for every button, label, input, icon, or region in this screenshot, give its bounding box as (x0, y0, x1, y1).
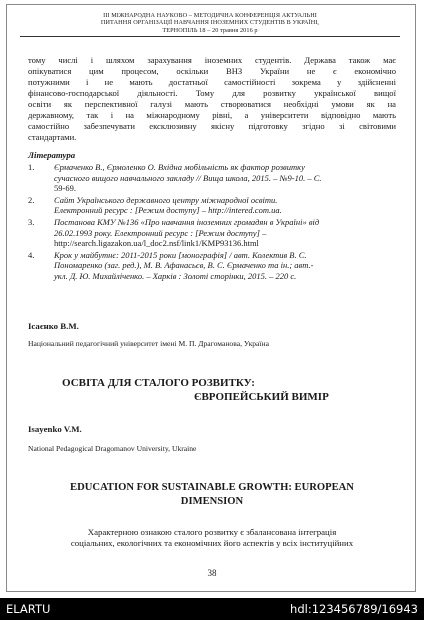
page-number: 38 (207, 568, 217, 578)
author-name-uk: Ісаєнко В.М. (28, 321, 79, 331)
title-uk-line-1: ОСВІТА ДЛЯ СТАЛОГО РОЗВИТКУ: (62, 377, 255, 389)
reference-line: Електронний ресурс : [Режим доступу] – http://intered.com.ua. (54, 205, 282, 216)
conference-header (20, 12, 400, 34)
reference-line: сучасного вищого навчального закладу // Вища школа, 2015. – №9-10. – С. (54, 172, 322, 183)
reference-number: 4. (28, 249, 35, 260)
title-en-line-1: EDUCATION FOR SUSTAINABLE GROWTH: EUROPEAN (70, 482, 354, 493)
author-name-en: Isayenko V.M. (28, 424, 82, 434)
reference-line: укл. Д. Ю. Михайліченко. – Харків : Золоті сторінки, 2015. – 220 с. (54, 270, 297, 281)
abstract-line-2: соціальних, екологічних та економічних його аспектів у всіх інституційних (70, 538, 354, 548)
affiliation-uk: Національний педагогічний університет імені М. П. Драгоманова, Україна (28, 339, 269, 348)
paragraph-line: фінансово-господарської діяльності. Тому для розвитку української вищої (28, 88, 396, 98)
reference-list (28, 162, 396, 283)
article-title-uk (28, 376, 396, 404)
paragraph-line: стандартами. (28, 132, 77, 142)
body-paragraph (28, 55, 396, 143)
reference-line: Єрмаченко В., Єрмоленко О. Вхідна мобільність як фактор розвитку (54, 162, 305, 172)
reference-item (28, 217, 396, 249)
paragraph-line: державному, так і на міжнародному рівні, а університети відповідно мають (28, 110, 396, 120)
article-title-en (28, 481, 396, 509)
reference-number: 2. (28, 194, 35, 205)
paragraph-line: опікуватися цим процесом, оскільки ВНЗ України не є економічно (28, 66, 396, 76)
reference-line: Сайт Українського державного центру міжнародної освіти. (54, 194, 278, 205)
reference-line: Постанова КМУ №136 «Про навчання іноземних громадян в Україні» від (54, 216, 320, 227)
paragraph-line: потужними і не мають достатньої самостійності зокрема у здійсненні (28, 77, 396, 87)
abstract-text (28, 527, 396, 549)
header-line-1: III МІЖНАРОДНА НАУКОВО – МЕТОДИЧНА КОНФЕРЕНЦІЯ АКТУАЛЬНІ (103, 12, 317, 19)
reference-number: 1. (28, 162, 35, 172)
handle-identifier[interactable]: hdl:123456789/16943 (290, 602, 418, 616)
title-uk-line-2: ЄВРОПЕЙСЬКИЙ ВИМІР (194, 391, 329, 403)
reference-item (28, 195, 396, 216)
reference-line: Крок у майбутнє: 2011-2015 роки [монографія] / авт. Колектив В. С. (54, 249, 307, 260)
header-divider (20, 36, 400, 37)
literature-heading: Література (28, 150, 76, 160)
reference-line: 26.02.1993 року. Електронний ресурс : [Режим доступу] – (54, 227, 267, 238)
header-line-2: ПИТАННЯ ОРГАНІЗАЦІЇ НАВЧАННЯ ІНОЗЕМНИХ СТУДЕНТІВ В УКРАЇНІ, (100, 19, 320, 27)
header-line-3: ТЕРНОПІЛЬ 18 – 20 травня 2016 р (162, 26, 258, 34)
paragraph-line: освіти як перспективної галузі мають створюватися необхідні умови як на (28, 99, 396, 109)
affiliation-en: National Pedagogical Dragomanov University, Ukraine (28, 444, 197, 453)
repository-name: ELARTU (6, 602, 51, 616)
reference-item (28, 162, 396, 194)
reference-line: 59-69. (54, 183, 76, 194)
paragraph-line: самостійно забезпечувати ексклюзивну якісну підготовку згідно зі світовими (28, 121, 396, 131)
repository-footer-bar (0, 598, 424, 620)
title-en-line-2: DIMENSION (180, 496, 244, 507)
reference-line: http://search.ligazakon.ua/l_doc2.nsf/link1/KMP93136.html (54, 238, 259, 249)
paragraph-line: тому числі і шляхом зарахування іноземних студентів. Держава також має (28, 55, 396, 65)
reference-number: 3. (28, 216, 35, 227)
reference-line: Пономаренко (заг. ред.), М. В. Афанасьєв, В. С. Єрмаченко та ін.; авт.- (54, 260, 314, 271)
reference-item (28, 250, 396, 282)
abstract-line-1: Характерною ознакою сталого розвитку є збалансована інтеграція (87, 527, 337, 537)
